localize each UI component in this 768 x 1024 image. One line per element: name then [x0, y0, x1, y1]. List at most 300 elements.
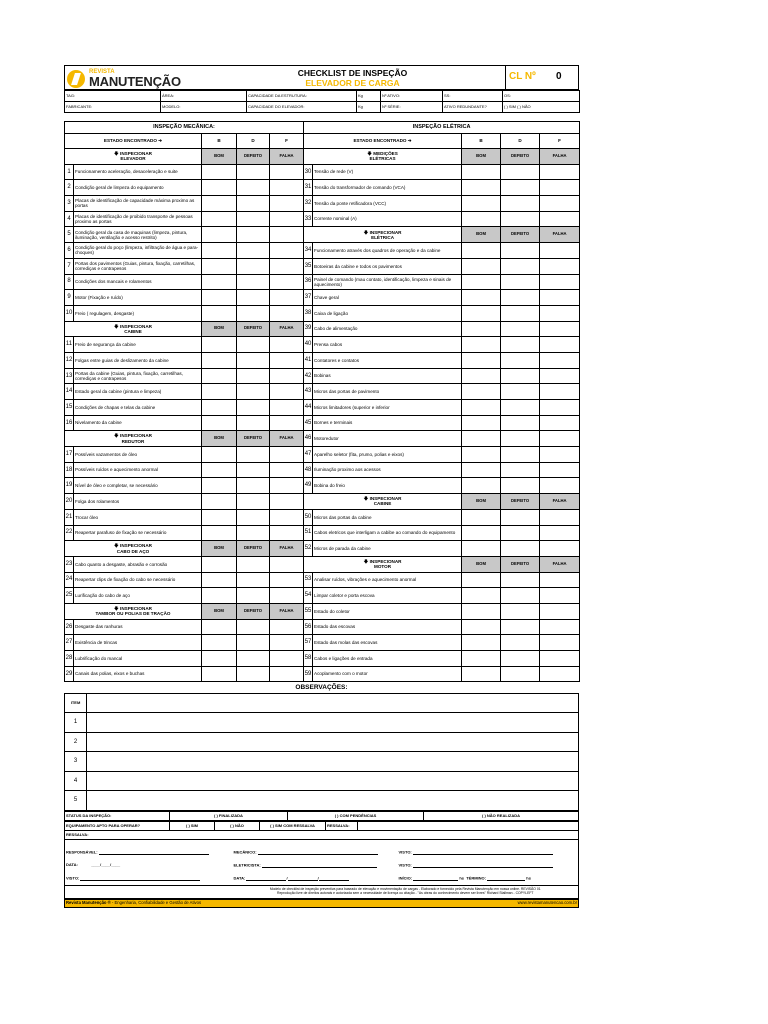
check-defeito-cell[interactable]: [501, 509, 540, 525]
check-defeito-cell[interactable]: [237, 305, 270, 321]
observation-text-field[interactable]: [87, 771, 579, 791]
check-defeito-cell[interactable]: [501, 588, 540, 604]
observation-item-number: 4: [65, 771, 87, 791]
check-bom-cell[interactable]: [462, 541, 501, 557]
check-falha-cell[interactable]: [270, 494, 304, 510]
checklist-row: [65, 337, 580, 353]
defeito-header: DEFEITO: [237, 541, 270, 557]
check-defeito-cell[interactable]: [237, 368, 270, 384]
checklist-row: [65, 352, 580, 368]
operable-table: [64, 821, 579, 840]
check-falha-cell[interactable]: [270, 384, 304, 400]
check-falha-cell[interactable]: [540, 243, 580, 259]
checklist-row: [65, 525, 580, 541]
check-defeito-cell[interactable]: [237, 227, 270, 243]
checklist-row: [65, 196, 580, 212]
observation-item-number: 1: [65, 713, 87, 733]
check-defeito-cell[interactable]: [501, 211, 540, 227]
item-number: 13: [65, 368, 74, 384]
check-falha-cell[interactable]: [540, 180, 580, 196]
time-field[interactable]: [398, 872, 579, 885]
check-bom-cell[interactable]: [462, 509, 501, 525]
visto-field[interactable]: [398, 859, 579, 872]
check-bom-cell[interactable]: [462, 400, 501, 416]
check-falha-cell[interactable]: [270, 227, 304, 243]
status-table: [64, 811, 579, 821]
item-number: 37: [304, 290, 313, 306]
check-falha-cell[interactable]: [540, 572, 580, 588]
check-defeito-cell[interactable]: [237, 211, 270, 227]
check-bom-cell[interactable]: [202, 368, 237, 384]
col-d-header: D: [501, 134, 540, 149]
model-field[interactable]: MODELO:: [161, 102, 247, 113]
observation-text-field[interactable]: [87, 791, 579, 811]
check-falha-cell[interactable]: [270, 305, 304, 321]
visto-field[interactable]: [65, 872, 233, 885]
state-header-row: [65, 134, 580, 149]
item-number: 31: [304, 180, 313, 196]
check-defeito-cell[interactable]: [237, 337, 270, 353]
check-bom-cell[interactable]: [202, 290, 237, 306]
check-bom-cell[interactable]: [462, 415, 501, 431]
check-defeito-cell[interactable]: [501, 415, 540, 431]
check-defeito-cell[interactable]: [501, 478, 540, 494]
signature-row: [65, 846, 579, 859]
hours-label: hs: [459, 875, 464, 881]
check-falha-cell[interactable]: [270, 180, 304, 196]
electrician-field[interactable]: [233, 859, 398, 872]
check-falha-cell[interactable]: [270, 509, 304, 525]
visto-field[interactable]: [398, 846, 579, 859]
status-finalized-option[interactable]: ( ) FINALIZADA: [170, 811, 288, 820]
brand-tagline: - Engenharia, Confiabilidade e Gestão de Ativos: [110, 899, 202, 905]
check-falha-cell[interactable]: [270, 651, 304, 667]
item-number: 46: [304, 431, 313, 447]
operable-yes-option[interactable]: ( ) SIM: [170, 821, 215, 830]
check-defeito-cell[interactable]: [501, 352, 540, 368]
check-falha-cell[interactable]: [540, 619, 580, 635]
check-falha-cell[interactable]: [540, 588, 580, 604]
check-bom-cell[interactable]: [462, 368, 501, 384]
item-description: Folga dos rolamentos: [74, 494, 202, 510]
check-bom-cell[interactable]: [202, 337, 237, 353]
check-bom-cell[interactable]: [462, 164, 501, 180]
status-label: STATUS DA INSPEÇÃO:: [65, 811, 170, 820]
item-number: 29: [65, 666, 74, 682]
check-bom-cell[interactable]: [462, 651, 501, 667]
check-defeito-cell[interactable]: [501, 666, 540, 682]
check-defeito-cell[interactable]: [501, 274, 540, 290]
check-bom-cell[interactable]: [202, 572, 237, 588]
item-number: 12: [65, 352, 74, 368]
check-defeito-cell[interactable]: [237, 478, 270, 494]
check-defeito-cell[interactable]: [501, 447, 540, 463]
check-bom-cell[interactable]: [462, 431, 501, 447]
item-description: Reapertar parafuso de fixação se necessário: [74, 525, 202, 541]
check-defeito-cell[interactable]: [237, 290, 270, 306]
check-falha-cell[interactable]: [540, 415, 580, 431]
redundant-asset-options[interactable]: ( ) SIM ( ) NÃO: [503, 102, 580, 113]
check-falha-cell[interactable]: [540, 384, 580, 400]
check-falha-cell[interactable]: [270, 478, 304, 494]
item-number: 25: [65, 588, 74, 604]
check-falha-cell[interactable]: [270, 588, 304, 604]
check-bom-cell[interactable]: [462, 305, 501, 321]
check-defeito-cell[interactable]: [501, 337, 540, 353]
check-falha-cell[interactable]: [540, 321, 580, 337]
defeito-header: DEFEITO: [501, 556, 540, 572]
check-falha-cell[interactable]: [270, 556, 304, 572]
checklist-row: [65, 415, 580, 431]
check-bom-cell[interactable]: [462, 274, 501, 290]
check-falha-cell[interactable]: [540, 196, 580, 212]
check-falha-cell[interactable]: [540, 164, 580, 180]
check-bom-cell[interactable]: [202, 243, 237, 259]
hours-label: hs: [526, 875, 531, 881]
date-label: DATA:: [66, 862, 78, 868]
responsible-field[interactable]: [65, 846, 233, 859]
item-number: 44: [304, 400, 313, 416]
check-falha-cell[interactable]: [540, 352, 580, 368]
check-defeito-cell[interactable]: [237, 509, 270, 525]
check-bom-cell[interactable]: [202, 447, 237, 463]
reservation-field[interactable]: [358, 821, 579, 830]
check-bom-cell[interactable]: [462, 588, 501, 604]
check-bom-cell[interactable]: [462, 462, 501, 478]
reservation-notes-field[interactable]: RESSALVA:: [65, 830, 579, 839]
check-defeito-cell[interactable]: [501, 321, 540, 337]
check-bom-cell[interactable]: [202, 525, 237, 541]
check-defeito-cell[interactable]: [237, 651, 270, 667]
left-group-header: 🡇 INSPECIONAR CABINE: [65, 321, 202, 337]
check-defeito-cell[interactable]: [237, 180, 270, 196]
status-not-done-option[interactable]: ( ) NÃO REALIZADA: [424, 811, 579, 820]
check-falha-cell[interactable]: [270, 666, 304, 682]
date-separator: /: [317, 875, 319, 881]
area-field[interactable]: ÁREA:: [161, 91, 247, 102]
check-falha-cell[interactable]: [540, 431, 580, 447]
check-bom-cell[interactable]: [202, 556, 237, 572]
os-field[interactable]: OS:: [503, 91, 580, 102]
check-falha-cell[interactable]: [270, 368, 304, 384]
check-defeito-cell[interactable]: [501, 243, 540, 259]
item-number: 36: [304, 274, 313, 290]
item-description: Analisar ruídos, vibrações e aquecimento anormal: [313, 572, 462, 588]
visto-label: VISTO:: [398, 862, 412, 868]
state-label-text: ESTADO ENCONTRADO: [353, 138, 407, 144]
check-defeito-cell[interactable]: [501, 400, 540, 416]
logo-main-text: MANUTENÇÃO: [89, 74, 181, 89]
check-falha-cell[interactable]: [270, 619, 304, 635]
check-falha-cell[interactable]: [540, 305, 580, 321]
check-falha-cell[interactable]: [540, 603, 580, 619]
check-bom-cell[interactable]: [202, 196, 237, 212]
lightning-bolt-icon: [67, 70, 85, 88]
checklist-row: [65, 211, 580, 227]
item-number: 21: [65, 509, 74, 525]
operable-with-reservation-option[interactable]: ( ) SIM COM RESSALVA: [260, 821, 326, 830]
check-defeito-cell[interactable]: [237, 635, 270, 651]
check-defeito-cell[interactable]: [501, 635, 540, 651]
left-group-header: 🡇 INSPECIONAR CABO DE AÇO: [65, 541, 202, 557]
check-defeito-cell[interactable]: [501, 619, 540, 635]
check-defeito-cell[interactable]: [237, 258, 270, 274]
check-falha-cell[interactable]: [270, 290, 304, 306]
observation-text-field[interactable]: [87, 732, 579, 752]
electrician-label: ELETRICISTA:: [233, 862, 261, 868]
check-bom-cell[interactable]: [202, 588, 237, 604]
check-defeito-cell[interactable]: [501, 651, 540, 667]
status-pending-option[interactable]: ( ) COM PENDÊNCIAS: [288, 811, 424, 820]
check-falha-cell[interactable]: [270, 352, 304, 368]
check-defeito-cell[interactable]: [501, 541, 540, 557]
check-defeito-cell[interactable]: [237, 447, 270, 463]
check-bom-cell[interactable]: [462, 243, 501, 259]
check-bom-cell[interactable]: [462, 258, 501, 274]
observations-table: [64, 682, 579, 811]
check-bom-cell[interactable]: [462, 290, 501, 306]
item-description: Aparelho seletor (fita, prumo, polias e eixos): [313, 447, 462, 463]
check-defeito-cell[interactable]: [501, 462, 540, 478]
mechanic-field[interactable]: [233, 846, 398, 859]
item-number: 27: [65, 635, 74, 651]
check-bom-cell[interactable]: [462, 478, 501, 494]
item-number: 6: [65, 243, 74, 259]
check-defeito-cell[interactable]: [501, 305, 540, 321]
elevator-capacity-field[interactable]: CAPACIDADE DO ELEVADOR:: [247, 102, 357, 113]
status-row: [65, 811, 579, 820]
observation-text-field[interactable]: [87, 693, 579, 713]
check-defeito-cell[interactable]: [501, 180, 540, 196]
observation-text-field[interactable]: [87, 752, 579, 772]
check-bom-cell[interactable]: [202, 415, 237, 431]
check-bom-cell[interactable]: [462, 352, 501, 368]
item-number: 52: [304, 541, 313, 557]
check-bom-cell[interactable]: [202, 651, 237, 667]
website-link[interactable]: www.revistamanutencao.com.br: [365, 899, 579, 907]
item-description: Funcionamento aceleração, desaceleração e suite: [74, 164, 202, 180]
check-bom-cell[interactable]: [202, 180, 237, 196]
check-defeito-cell[interactable]: [237, 572, 270, 588]
check-defeito-cell[interactable]: [501, 368, 540, 384]
item-description: Condição geral de limpeza do equipamento: [74, 180, 202, 196]
item-description: Cabo quanto a desgaste, abrasão e corrosão: [74, 556, 202, 572]
item-number: 9: [65, 290, 74, 306]
tag-field[interactable]: TAG:: [65, 91, 161, 102]
observation-text-field[interactable]: [87, 713, 579, 733]
checklist-row: [65, 321, 580, 337]
check-falha-cell[interactable]: [270, 462, 304, 478]
check-defeito-cell[interactable]: [237, 164, 270, 180]
state-found-label: [65, 134, 202, 149]
observations-title: OBSERVAÇÕES:: [295, 683, 348, 691]
check-bom-cell[interactable]: [202, 305, 237, 321]
check-bom-cell[interactable]: [462, 525, 501, 541]
checklist-row: [65, 588, 580, 604]
check-falha-cell[interactable]: [540, 541, 580, 557]
falha-header: FALHA: [270, 321, 304, 337]
item-description: Corrente nominal (A): [313, 211, 462, 227]
check-bom-cell[interactable]: [462, 603, 501, 619]
manufacturer-field[interactable]: FABRICANTE:: [65, 102, 161, 113]
check-defeito-cell[interactable]: [501, 603, 540, 619]
redundant-asset-label: ATIVO REDUNDANTE?: [443, 102, 503, 113]
check-bom-cell[interactable]: [462, 384, 501, 400]
check-defeito-cell[interactable]: [237, 400, 270, 416]
check-falha-cell[interactable]: [270, 274, 304, 290]
check-falha-cell[interactable]: [540, 478, 580, 494]
check-bom-cell[interactable]: [462, 211, 501, 227]
check-falha-cell[interactable]: [540, 211, 580, 227]
check-bom-cell[interactable]: [462, 337, 501, 353]
check-bom-cell[interactable]: [202, 227, 237, 243]
item-number: 45: [304, 415, 313, 431]
check-bom-cell[interactable]: [462, 196, 501, 212]
check-falha-cell[interactable]: [540, 400, 580, 416]
operable-label: EQUIPAMENTO APTO PARA OPERAR?: [65, 821, 170, 830]
check-defeito-cell[interactable]: [237, 666, 270, 682]
check-defeito-cell[interactable]: [501, 431, 540, 447]
check-defeito-cell[interactable]: [237, 462, 270, 478]
item-description: Existência de trincas: [74, 635, 202, 651]
check-defeito-cell[interactable]: [501, 196, 540, 212]
check-defeito-cell[interactable]: [501, 572, 540, 588]
check-bom-cell[interactable]: [202, 509, 237, 525]
reservation-row: [65, 830, 579, 839]
check-defeito-cell[interactable]: [237, 588, 270, 604]
check-falha-cell[interactable]: [270, 635, 304, 651]
check-bom-cell[interactable]: [202, 164, 237, 180]
check-bom-cell[interactable]: [462, 572, 501, 588]
check-falha-cell[interactable]: [540, 666, 580, 682]
check-defeito-cell[interactable]: [237, 525, 270, 541]
structure-capacity-field[interactable]: CAPACIDADE DA ESTRUTURA:: [247, 91, 357, 102]
check-defeito-cell[interactable]: [237, 619, 270, 635]
check-falha-cell[interactable]: [540, 368, 580, 384]
item-description: Estado geral da cabine (pintura e limpeza): [74, 384, 202, 400]
check-bom-cell[interactable]: [462, 321, 501, 337]
check-falha-cell[interactable]: [270, 196, 304, 212]
check-defeito-cell[interactable]: [237, 274, 270, 290]
check-bom-cell[interactable]: [202, 258, 237, 274]
check-defeito-cell[interactable]: [237, 384, 270, 400]
falha-header: FALHA: [270, 149, 304, 165]
check-falha-cell[interactable]: [270, 525, 304, 541]
item-description: Possíveis vazamentos de óleo: [74, 447, 202, 463]
check-bom-cell[interactable]: [202, 211, 237, 227]
check-bom-cell[interactable]: [202, 274, 237, 290]
item-description: Iluminação proximo aos acessos: [313, 462, 462, 478]
check-defeito-cell[interactable]: [501, 258, 540, 274]
observation-item-number: 3: [65, 752, 87, 772]
check-defeito-cell[interactable]: [237, 196, 270, 212]
checklist-row: [65, 400, 580, 416]
bom-header: BOM: [202, 541, 237, 557]
check-falha-cell[interactable]: [270, 258, 304, 274]
checklist-row: [65, 274, 580, 290]
check-falha-cell[interactable]: [270, 211, 304, 227]
check-falha-cell[interactable]: [540, 290, 580, 306]
item-number: 34: [304, 243, 313, 259]
item-number: 22: [65, 525, 74, 541]
check-falha-cell[interactable]: [540, 635, 580, 651]
check-defeito-cell[interactable]: [237, 352, 270, 368]
asset-number-field[interactable]: Nº ATIVO:: [381, 91, 443, 102]
footer-line-1: Modelo de checklist de inspeção preventiva para baseado de elevação e movimentação de cargas - Elaborado e fornecido pela Revista Manutenção em nossa online. REVISÃO 01: [269, 886, 541, 891]
check-falha-cell[interactable]: [270, 415, 304, 431]
check-bom-cell[interactable]: [202, 384, 237, 400]
cl-number: 0: [556, 71, 562, 82]
check-bom-cell[interactable]: [462, 180, 501, 196]
falha-header: FALHA: [540, 494, 580, 510]
check-bom-cell[interactable]: [202, 666, 237, 682]
brand-bar: [64, 899, 579, 908]
item-number: 2: [65, 180, 74, 196]
item-description: Tensão do transformador de comando (VCA): [313, 180, 462, 196]
check-bom-cell[interactable]: [462, 635, 501, 651]
item-description: Estado das molas das escovas: [313, 635, 462, 651]
check-falha-cell[interactable]: [270, 337, 304, 353]
check-defeito-cell[interactable]: [501, 164, 540, 180]
check-bom-cell[interactable]: [202, 478, 237, 494]
check-falha-cell[interactable]: [270, 400, 304, 416]
date-field[interactable]: [233, 872, 398, 885]
check-bom-cell[interactable]: [202, 400, 237, 416]
checklist-row: [65, 556, 580, 572]
check-defeito-cell[interactable]: [237, 556, 270, 572]
operable-no-option[interactable]: ( ) NÃO: [215, 821, 260, 830]
checklist-row: [65, 431, 580, 447]
bom-header: BOM: [202, 431, 237, 447]
check-bom-cell[interactable]: [202, 462, 237, 478]
check-falha-cell[interactable]: [540, 509, 580, 525]
section-title-row: [65, 122, 580, 134]
check-defeito-cell[interactable]: [237, 243, 270, 259]
check-bom-cell[interactable]: [202, 619, 237, 635]
check-falha-cell[interactable]: [270, 164, 304, 180]
check-defeito-cell[interactable]: [501, 290, 540, 306]
check-bom-cell[interactable]: [462, 666, 501, 682]
check-bom-cell[interactable]: [202, 352, 237, 368]
item-description: Caixa de ligação: [313, 305, 462, 321]
serial-number-field[interactable]: Nº SÉRIE:: [381, 102, 443, 113]
item-description: Bobina do freio: [313, 478, 462, 494]
check-falha-cell[interactable]: [540, 274, 580, 290]
check-falha-cell[interactable]: [270, 243, 304, 259]
check-defeito-cell[interactable]: [501, 525, 540, 541]
check-falha-cell[interactable]: [540, 447, 580, 463]
item-description: Desgaste das ranhuras: [74, 619, 202, 635]
check-bom-cell[interactable]: [202, 494, 237, 510]
date-field[interactable]: [65, 859, 233, 872]
check-bom-cell[interactable]: [202, 635, 237, 651]
check-bom-cell[interactable]: [462, 619, 501, 635]
inspection-table: [64, 121, 580, 682]
check-falha-cell[interactable]: [540, 525, 580, 541]
check-defeito-cell[interactable]: [237, 494, 270, 510]
check-falha-cell[interactable]: [540, 258, 580, 274]
check-defeito-cell[interactable]: [237, 415, 270, 431]
ss-field[interactable]: SS:: [443, 91, 503, 102]
check-falha-cell[interactable]: [270, 447, 304, 463]
item-description: Folgas entre guias de deslizamento da cabine: [74, 352, 202, 368]
check-falha-cell[interactable]: [540, 337, 580, 353]
check-falha-cell[interactable]: [540, 462, 580, 478]
check-defeito-cell[interactable]: [501, 384, 540, 400]
check-falha-cell[interactable]: [270, 572, 304, 588]
check-bom-cell[interactable]: [462, 447, 501, 463]
check-falha-cell[interactable]: [540, 651, 580, 667]
